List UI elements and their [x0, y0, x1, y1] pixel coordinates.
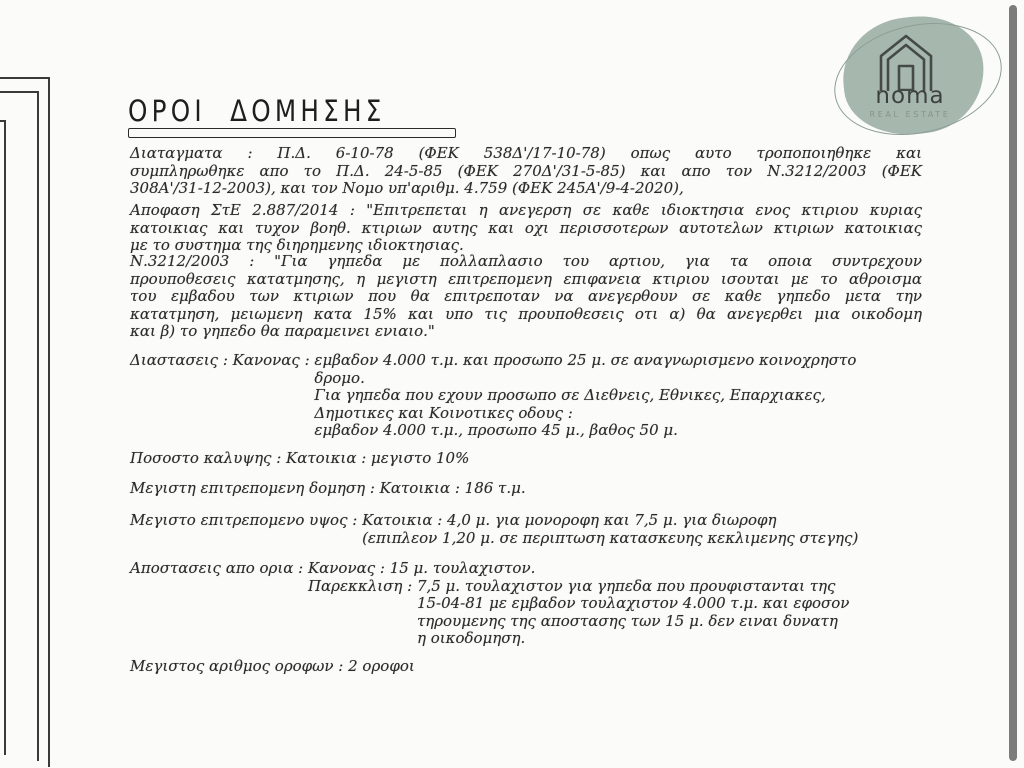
section-label: Μεγιστο επιτρεπομενο υψος :	[130, 511, 363, 529]
text-line: Ν.3212/2003 : "Για γηπεδα με πολλαπλασιο του αρτιου, για τα οποια συντρεχουν	[130, 252, 922, 270]
text-line: εμβαδον 4.000 τ.μ., προσωπο 45 μ., βαθος 50 μ.	[314, 421, 678, 439]
scrollbar-thumb[interactable]	[1009, 5, 1017, 761]
text-line: δρομο.	[314, 368, 365, 387]
section-domisi: Μεγιστη επιτρεπομενη δομηση : Κατοικια : 186 τ.μ.	[130, 479, 526, 497]
paragraph-apofasi-ste	[130, 202, 922, 255]
section-ypsos	[130, 512, 922, 547]
text-line: του εμβαδου των κτιριων που θα επιτρεποταν να ανεγερθουν σε καθε γηπεδο μετα την	[130, 287, 922, 305]
text-line: και β) το γηπεδο θα παραμεινει ενιαιο."	[130, 322, 435, 340]
text-line: 308Α'/31-12-2003), και τον Νομο υπ'αριθμ. 4.759 (ΦΕΚ 245Α'/9-4-2020),	[130, 179, 684, 197]
paragraph-n3212	[130, 253, 922, 341]
section-orofoi: Μεγιστος αριθμος οροφων : 2 οροφοι	[130, 657, 415, 675]
sheet-frame-line-inner	[0, 120, 6, 755]
text-line: εμβαδον 4.000 τ.μ. και προσωπο 25 μ. σε αναγνωρισμενο κοινοχρηστο	[314, 351, 857, 369]
text-line: 15-04-81 με εμβαδον τουλαχιστον 4.000 τ.μ. και εφοσον	[416, 594, 850, 612]
logo-brand-text: noma	[875, 83, 945, 109]
title-underline-box	[128, 128, 456, 138]
text-line: Δημοτικες και Κοινοτικες οδους :	[314, 403, 573, 422]
paragraph-diatagmata	[130, 145, 922, 198]
text-line: Κατοικια : 4,0 μ. για μονοροφη και 7,5 μ. για διωροφη	[362, 511, 777, 529]
subsection-parekklisi	[308, 578, 922, 648]
text-line: η οικοδομηση.	[416, 629, 526, 647]
text-line: (επιπλεον 1,20 μ. σε περιπτωση κατασκευης κεκλιμενης στεγης)	[362, 528, 859, 547]
noma-logo	[835, 12, 1005, 142]
section-kalypsi: Ποσοστο καλυψης : Κατοικια : μεγιστο 10%	[130, 449, 470, 467]
section-label: Διαστασεις : Κανονας :	[130, 351, 315, 369]
section-apostaseis	[130, 560, 922, 648]
text-line: κατατμηση, μειωμενη κατα 15% και υπο τις προυποθεσεις οτι α) θα ανεγερθει μια οικοδομη	[130, 304, 922, 323]
text-line: συμπληρωθηκε απο το Π.Δ. 24-5-85 (ΦΕΚ 270Δ'/31-5-85) και απο τον Ν.3212/2003 (ΦΕΚ	[130, 161, 922, 180]
text-line: με το συστημα της διηρημενης ιδιοκτησιας.	[130, 236, 464, 254]
text-line: 7,5 μ. τουλαχιστον για γηπεδα που προυφιστανται της	[416, 576, 836, 595]
text-line: Αποφαση ΣτΕ 2.887/2014 : "Επιτρεπεται η ανεγερση σε καθε ιδιοκτησια ενος κτιριου κυριας	[130, 201, 922, 219]
section-diastaseis	[130, 352, 922, 440]
text-line: κατοικιας και τυχον βοηθ. κτιριων αυτης και οχι περισσοτερων αυτοτελων κτιριων κατοικιας	[130, 218, 922, 237]
text-line: τηρουμενης της αποστασης των 15 μ. δεν ειναι δυνατη	[416, 611, 838, 630]
text-line: Κανονας : 15 μ. τουλαχιστον.	[307, 559, 536, 577]
text-line: Διαταγματα : Π.Δ. 6-10-78 (ΦΕΚ 538Δ'/17-10-78) οπως αυτο τροποποιηθηκε και	[130, 144, 922, 162]
logo-tagline-text: REAL ESTATE	[869, 110, 951, 119]
section-label: Παρεκκλιση :	[307, 576, 417, 595]
page-title: ΟΡΟΙ ΔΟΜΗΣΗΣ	[128, 94, 386, 128]
text-line: προυποθεσεις κατατμησης, η μεγιστη επιτρεπομενη επιφανεια κτιριου ισουται με το αθροισμα	[130, 269, 922, 288]
section-label: Αποστασεις απο ορια :	[130, 559, 308, 577]
text-line: Για γηπεδα που εχουν προσωπο σε Διεθνεις, Εθνικες, Επαρχιακες,	[314, 386, 826, 404]
